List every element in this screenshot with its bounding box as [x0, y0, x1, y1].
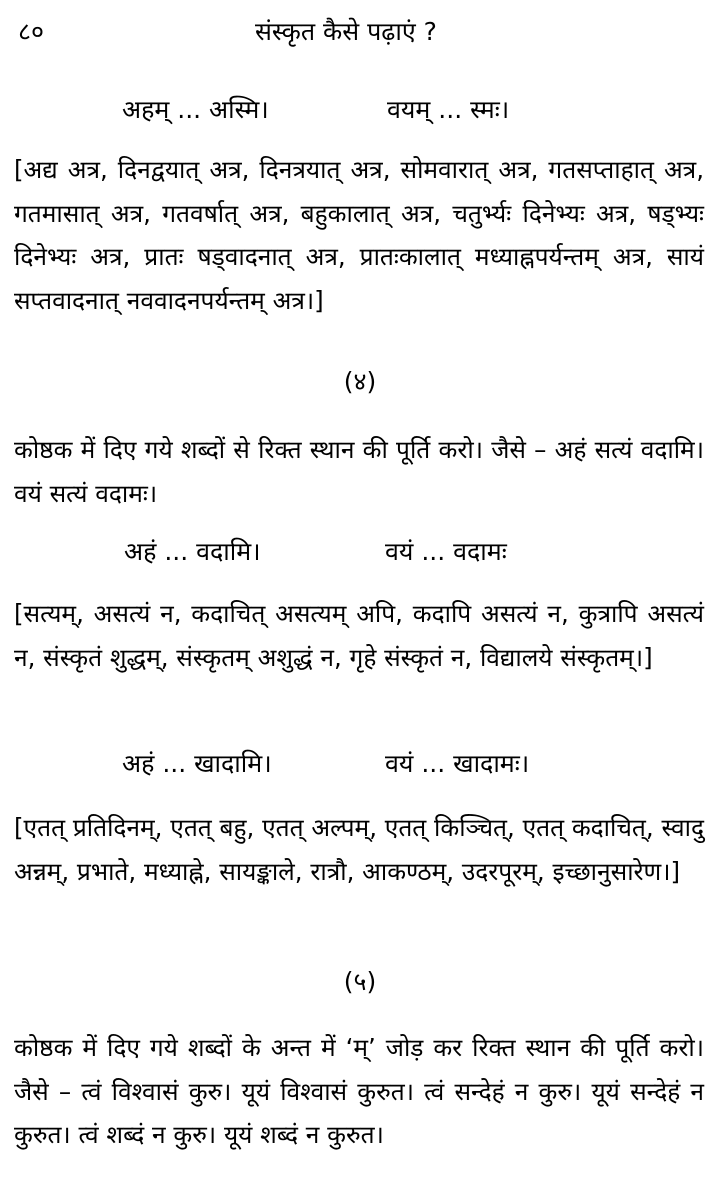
vadami-options-paragraph: [सत्यम्, असत्यं न, कदाचित् असत्यम् अपि, कदापि असत्यं न, कुत्रापि असत्यं न, संस्कृतं शुद्धम्, संस्कृतम् अशुद्धं न, गृहे संस्कृतं न, विद्यालये संस्कृतम्।] — [14, 599, 704, 672]
page-header — [0, 14, 720, 54]
asmi-example-pair — [0, 88, 720, 132]
pair-first-person-singular: अहं ... वदामि। — [124, 537, 261, 566]
pair-first-person-plural: वयम् ... स्मः। — [387, 95, 510, 124]
section-4-instruction: कोष्ठक में दिए गये शब्दों से रिक्त स्थान की पूर्ति करो। जैसे – अहं सत्यं वदामि। वयं सत्यं वदामः। — [14, 435, 704, 508]
khadami-options-paragraph: [एतत् प्रतिदिनम्, एतत् बहु, एतत् अल्पम्, एतत् किञ्चित्, एतत् कदाचित्, स्वादु अन्नम्, प्रभाते, मध्याह्ने, सायङ्काले, रात्रौ, आकण्ठम्, उदरपूरम्, इच्छानुसारेण।] — [14, 813, 704, 886]
running-title: संस्कृत कैसे पढ़ाएं ? — [255, 17, 437, 46]
pair-first-person-plural: वयं ... खादामः। — [385, 749, 530, 778]
vadami-example-pair — [0, 530, 720, 574]
section-number-5: (५) — [343, 967, 377, 996]
page-number: ८० — [18, 17, 45, 46]
pair-first-person-singular: अहं ... खादामि। — [122, 749, 272, 778]
asmi-options-paragraph: [अद्य अत्र, दिनद्वयात् अत्र, दिनत्रयात् अत्र, सोमवारात् अत्र, गतसप्ताहात् अत्र, गतमासात् अत्र, गतवर्षात् अत्र, बहुकालात् अत्र, चतुर्भ्यः दिनेभ्यः अत्र, षड्भ्यः दिनेभ्यः अत्र, प्रातः षड्वादनात् अत्र, प्रातःकालात् मध्याह्नपर्यन्तम् अत्र, सायं सप्तवादनात् नववादनपर्यन्तम् अत्र।] — [14, 155, 704, 315]
khadami-example-pair — [0, 742, 720, 786]
pair-first-person-plural: वयं ... वदामः — [385, 537, 507, 566]
section-number-4: (४) — [343, 367, 377, 396]
pair-first-person-singular: अहम् ... अस्मि। — [122, 95, 269, 124]
section-5-instruction: कोष्ठक में दिए गये शब्दों के अन्त में ‘म्’ जोड़ कर रिक्त स्थान की पूर्ति करो। जैसे – त्वं विश्वासं कुरु। यूयं विश्वासं कुरुत। त्वं सन्देहं न कुरु। यूयं सन्देहं न कुरुत। त्वं शब्दं न कुरु। यूयं शब्दं न कुरुत। — [14, 1033, 704, 1149]
